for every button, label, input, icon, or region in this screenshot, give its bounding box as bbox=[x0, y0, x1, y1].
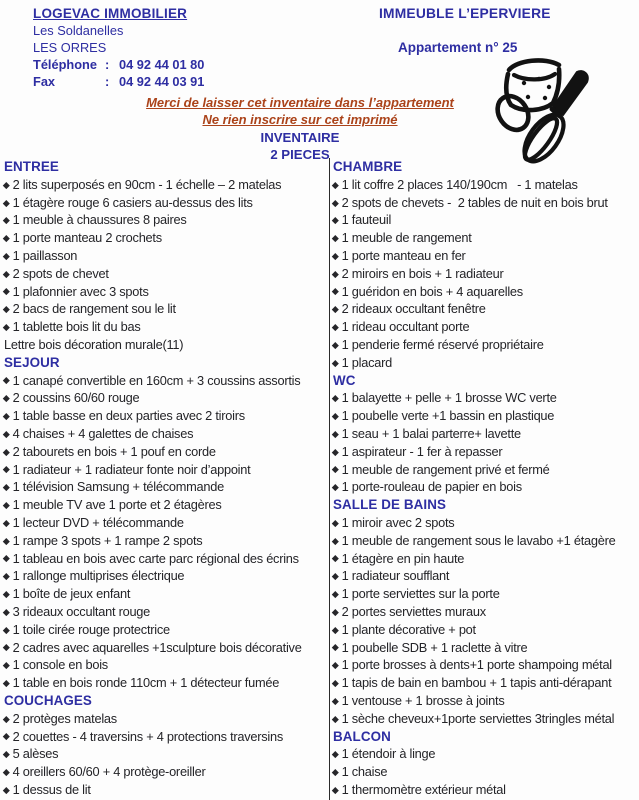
inventory-item bbox=[4, 478, 329, 496]
inventory-item bbox=[333, 300, 639, 318]
inventory-item bbox=[333, 443, 639, 461]
diamond-bullet-icon bbox=[3, 431, 9, 437]
diamond-bullet-icon bbox=[3, 769, 9, 775]
inventory-item bbox=[4, 656, 329, 674]
diamond-bullet-icon bbox=[332, 324, 338, 330]
agency-name: LOGEVAC IMMOBILIER bbox=[33, 6, 188, 21]
inventory-item-text: 2 tabourets en bois + 1 pouf en corde bbox=[12, 443, 216, 459]
inventory-item bbox=[333, 639, 639, 657]
inventory-item bbox=[333, 532, 639, 550]
inventory-item bbox=[333, 354, 639, 372]
diamond-bullet-icon bbox=[332, 431, 338, 437]
inventory-item bbox=[333, 585, 639, 603]
inventory-section bbox=[333, 158, 639, 372]
notice-line-1: Merci de laisser cet inventaire dans l’appartement bbox=[146, 95, 454, 110]
diamond-bullet-icon bbox=[332, 467, 338, 473]
phone-number: 04 92 44 01 80 bbox=[119, 57, 205, 72]
document-title: INVENTAIRE bbox=[260, 129, 340, 145]
diamond-bullet-icon bbox=[3, 235, 9, 241]
inventory-item bbox=[4, 585, 329, 603]
inventory-item-text: 1 table basse en deux parties avec 2 tiroirs bbox=[12, 408, 245, 424]
section-items bbox=[4, 710, 329, 799]
document-header-center bbox=[0, 94, 600, 163]
diamond-bullet-icon bbox=[3, 609, 9, 615]
inventory-item-text: 1 meuble de rangement sous le lavabo +1 étagère bbox=[341, 532, 616, 548]
inventory-item bbox=[333, 176, 639, 194]
diamond-bullet-icon bbox=[332, 555, 338, 561]
inventory-item bbox=[333, 194, 639, 212]
inventory-item-text: 1 étendoir à linge bbox=[341, 746, 436, 762]
inventory-item-text: 1 radiateur + 1 radiateur fonte noir d’appoint bbox=[12, 461, 251, 477]
diamond-bullet-icon bbox=[332, 573, 338, 579]
right-column bbox=[330, 158, 639, 800]
diamond-bullet-icon bbox=[3, 680, 9, 686]
diamond-bullet-icon bbox=[3, 395, 9, 401]
inventory-item-text: 1 meuble de rangement bbox=[341, 230, 472, 246]
fax-row bbox=[33, 73, 204, 90]
inventory-item bbox=[333, 229, 639, 247]
inventory-item-text: 1 meuble à chaussures 8 paires bbox=[12, 212, 187, 228]
inventory-item-text: 1 meuble TV ave 1 porte et 2 étagères bbox=[12, 497, 222, 513]
diamond-bullet-icon bbox=[332, 644, 338, 650]
diamond-bullet-icon bbox=[332, 235, 338, 241]
inventory-item bbox=[4, 300, 329, 318]
diamond-bullet-icon bbox=[332, 609, 338, 615]
inventory-item bbox=[4, 728, 329, 746]
diamond-bullet-icon bbox=[332, 716, 338, 722]
section-items bbox=[4, 176, 329, 354]
inventory-item-text: 1 aspirateur - 1 fer à repasser bbox=[341, 443, 503, 459]
inventory-item-text: 1 meuble de rangement privé et fermé bbox=[341, 461, 550, 477]
inventory-item bbox=[333, 514, 639, 532]
inventory-item-text: 1 thermomètre extérieur métal bbox=[341, 781, 506, 797]
inventory-item bbox=[4, 639, 329, 657]
fax-colon: : bbox=[105, 74, 110, 89]
inventory-item-text: 1 télévision Samsung + télécommande bbox=[12, 479, 225, 495]
inventory-item bbox=[4, 372, 329, 390]
inventory-item bbox=[333, 247, 639, 265]
diamond-bullet-icon bbox=[3, 751, 9, 757]
diamond-bullet-icon bbox=[332, 484, 338, 490]
diamond-bullet-icon bbox=[3, 644, 9, 650]
inventory-item bbox=[4, 336, 329, 354]
inventory-item-text: 1 porte manteau en fer bbox=[341, 247, 466, 263]
inventory-item bbox=[333, 745, 639, 763]
section-items bbox=[333, 389, 639, 496]
inventory-item-text: 1 paillasson bbox=[12, 247, 78, 263]
inventory-item-text: 1 tableau en bois avec carte parc régional des écrins bbox=[12, 550, 299, 566]
diamond-bullet-icon bbox=[332, 342, 338, 348]
inventory-item bbox=[4, 176, 329, 194]
inventory-item-text: 1 lit coffre 2 places 140/190cm - 1 matelas bbox=[341, 176, 578, 192]
fax-label: Fax bbox=[33, 74, 56, 89]
inventory-item bbox=[333, 389, 639, 407]
inventory-item-text: 1 radiateur soufflant bbox=[341, 568, 450, 584]
inventory-item-text: 2 spots de chevets - 2 tables de nuit en bois brut bbox=[341, 194, 608, 210]
diamond-bullet-icon bbox=[332, 360, 338, 366]
inventory-item bbox=[4, 283, 329, 301]
inventory-item-text: 1 porte-rouleau de papier en bois bbox=[341, 479, 522, 495]
fax-number: 04 92 44 03 91 bbox=[119, 74, 205, 89]
diamond-bullet-icon bbox=[3, 662, 9, 668]
inventory-item bbox=[333, 318, 639, 336]
diamond-bullet-icon bbox=[332, 751, 338, 757]
inventory-item bbox=[4, 211, 329, 229]
diamond-bullet-icon bbox=[332, 253, 338, 259]
inventory-item-text: 1 toile cirée rouge protectrice bbox=[12, 621, 170, 637]
agency-address-line1: Les Soldanelles bbox=[33, 23, 124, 38]
inventory-item-text: 1 porte brosses à dents+1 porte shampoing métal bbox=[341, 657, 612, 673]
diamond-bullet-icon bbox=[332, 698, 338, 704]
building-name: IMMEUBLE L’EPERVIERE bbox=[379, 6, 551, 21]
diamond-bullet-icon bbox=[332, 591, 338, 597]
section-title: ENTREE bbox=[4, 159, 59, 174]
diamond-bullet-icon bbox=[3, 591, 9, 597]
inventory-item-text: 1 balayette + pelle + 1 brosse WC verte bbox=[341, 390, 557, 406]
diamond-bullet-icon bbox=[332, 680, 338, 686]
inventory-item-text: 2 lits superposés en 90cm - 1 échelle – 2 matelas bbox=[12, 176, 282, 192]
inventory-item-text: 1 fauteuil bbox=[341, 212, 392, 228]
inventory-item bbox=[4, 550, 329, 568]
inventory-item bbox=[333, 710, 639, 728]
diamond-bullet-icon bbox=[3, 716, 9, 722]
inventory-item-text: 1 plafonnier avec 3 spots bbox=[12, 283, 149, 299]
diamond-bullet-icon bbox=[3, 733, 9, 739]
inventory-section bbox=[333, 496, 639, 727]
section-items bbox=[4, 372, 329, 692]
inventory-item bbox=[333, 781, 639, 799]
diamond-bullet-icon bbox=[3, 573, 9, 579]
inventory-item-text: 2 protèges matelas bbox=[12, 710, 117, 726]
inventory-item bbox=[333, 336, 639, 354]
diamond-bullet-icon bbox=[3, 413, 9, 419]
inventory-item bbox=[333, 692, 639, 710]
inventory-item-text: 1 chaise bbox=[341, 764, 388, 780]
diamond-bullet-icon bbox=[3, 502, 9, 508]
diamond-bullet-icon bbox=[332, 200, 338, 206]
diamond-bullet-icon bbox=[332, 289, 338, 295]
inventory-item-text: 3 rideaux occultant rouge bbox=[12, 603, 151, 619]
diamond-bullet-icon bbox=[332, 662, 338, 668]
apartment-number: Appartement n° 25 bbox=[398, 40, 518, 55]
inventory-item bbox=[333, 621, 639, 639]
inventory-item bbox=[333, 211, 639, 229]
inventory-item bbox=[4, 229, 329, 247]
diamond-bullet-icon bbox=[3, 253, 9, 259]
diamond-bullet-icon bbox=[3, 467, 9, 473]
inventory-item-text: 2 miroirs en bois + 1 radiateur bbox=[341, 265, 504, 281]
diamond-bullet-icon bbox=[332, 520, 338, 526]
inventory-item bbox=[333, 265, 639, 283]
inventory-item bbox=[333, 407, 639, 425]
section-title: SALLE DE BAINS bbox=[333, 497, 446, 513]
section-title: SEJOUR bbox=[4, 354, 60, 370]
inventory-item bbox=[4, 710, 329, 728]
inventory-item-text: Lettre bois décoration murale(11) bbox=[4, 336, 184, 352]
inventory-item-text: 2 portes serviettes muraux bbox=[341, 603, 486, 619]
diamond-bullet-icon bbox=[3, 200, 9, 206]
diamond-bullet-icon bbox=[332, 769, 338, 775]
inventory-item-text: 1 porte manteau 2 crochets bbox=[12, 230, 162, 246]
inventory-item-text: 1 canapé convertible en 160cm + 3 coussins assortis bbox=[12, 372, 301, 388]
inventory-item bbox=[4, 461, 329, 479]
diamond-bullet-icon bbox=[332, 413, 338, 419]
section-title: CHAMBRE bbox=[333, 159, 403, 174]
inventory-item bbox=[4, 407, 329, 425]
inventory-item bbox=[333, 425, 639, 443]
inventory-item-text: 1 étagère rouge 6 casiers au-dessus des lits bbox=[12, 194, 253, 210]
inventory-item-text: 1 lecteur DVD + télécommande bbox=[12, 514, 184, 530]
inventory-item bbox=[4, 745, 329, 763]
inventory-item-text: 1 sèche cheveux+1porte serviettes 3tringles métal bbox=[341, 710, 615, 726]
diamond-bullet-icon bbox=[3, 538, 9, 544]
inventory-item-text: 1 seau + 1 balai parterre+ lavette bbox=[341, 425, 521, 441]
notice-line-2: Ne rien inscrire sur cet imprimé bbox=[202, 112, 398, 128]
inventory-item-text: 1 table en bois ronde 110cm + 1 détecteur fumée bbox=[12, 675, 280, 691]
inventory-item-text: 1 poubelle verte +1 bassin en plastique bbox=[341, 408, 555, 424]
diamond-bullet-icon bbox=[3, 271, 9, 277]
phone-label: Téléphone bbox=[33, 57, 97, 72]
inventory-item bbox=[4, 318, 329, 336]
inventory-item bbox=[4, 532, 329, 550]
inventory-item-text: 1 tablette bois lit du bas bbox=[12, 319, 141, 335]
section-title: BALCON bbox=[333, 728, 391, 744]
phone-colon: : bbox=[105, 57, 110, 72]
inventory-item bbox=[4, 514, 329, 532]
diamond-bullet-icon bbox=[3, 217, 9, 223]
diamond-bullet-icon bbox=[3, 306, 9, 312]
inventory-item bbox=[4, 265, 329, 283]
diamond-bullet-icon bbox=[3, 555, 9, 561]
inventory-item bbox=[4, 621, 329, 639]
agency-block bbox=[33, 5, 204, 90]
inventory-item bbox=[4, 763, 329, 781]
phone-row bbox=[33, 56, 204, 73]
inventory-item-text: 1 rideau occultant porte bbox=[341, 319, 470, 335]
inventory-item-text: 1 console en bois bbox=[12, 657, 108, 673]
inventory-item-text: 1 penderie fermé réservé propriétaire bbox=[341, 336, 544, 352]
diamond-bullet-icon bbox=[332, 271, 338, 277]
inventory-item bbox=[4, 389, 329, 407]
section-items bbox=[333, 176, 639, 372]
diamond-bullet-icon bbox=[3, 787, 9, 793]
section-items bbox=[333, 745, 639, 798]
inventory-item-text: 1 rampe 3 spots + 1 rampe 2 spots bbox=[12, 532, 203, 548]
inventory-item bbox=[4, 247, 329, 265]
inventory-item-text: 1 poubelle SDB + 1 raclette à vitre bbox=[341, 639, 528, 655]
inventory-item-text: 1 boîte de jeux enfant bbox=[12, 586, 131, 602]
inventory-item-text: 1 ventouse + 1 brosse à joints bbox=[341, 692, 505, 708]
document-subtitle: 2 PIECES bbox=[270, 147, 330, 163]
inventory-item bbox=[4, 781, 329, 799]
inventory-item bbox=[333, 478, 639, 496]
agency-address-line2: LES ORRES bbox=[33, 40, 107, 55]
inventory-item-text: 2 bacs de rangement sou le lit bbox=[12, 301, 176, 317]
diamond-bullet-icon bbox=[3, 324, 9, 330]
diamond-bullet-icon bbox=[3, 520, 9, 526]
inventory-item-text: 2 coussins 60/60 rouge bbox=[12, 390, 140, 406]
section-items bbox=[333, 514, 639, 728]
diamond-bullet-icon bbox=[332, 538, 338, 544]
inventory-item-text: 2 couettes - 4 traversins + 4 protections traversins bbox=[12, 728, 284, 744]
inventory-item-text: 1 étagère en pin haute bbox=[341, 550, 465, 566]
section-title: WC bbox=[333, 372, 356, 388]
inventory-item-text: 1 porte serviettes sur la porte bbox=[341, 586, 500, 602]
inventory-item bbox=[333, 283, 639, 301]
inventory-item-text: 2 spots de chevet bbox=[12, 265, 109, 281]
inventory-item-text: 1 tapis de bain en bambou + 1 tapis anti-dérapant bbox=[341, 675, 612, 691]
diamond-bullet-icon bbox=[332, 787, 338, 793]
diamond-bullet-icon bbox=[3, 627, 9, 633]
inventory-item bbox=[4, 194, 329, 212]
inventory-item bbox=[4, 567, 329, 585]
inventory-item bbox=[333, 461, 639, 479]
diamond-bullet-icon bbox=[332, 306, 338, 312]
inventory-item-text: 5 alèses bbox=[12, 746, 59, 762]
inventory-item-text: 2 rideaux occultant fenêtre bbox=[341, 301, 486, 317]
inventory-columns bbox=[0, 158, 639, 800]
inventory-section bbox=[333, 728, 639, 799]
inventory-item bbox=[4, 443, 329, 461]
inventory-item bbox=[4, 674, 329, 692]
diamond-bullet-icon bbox=[332, 395, 338, 401]
inventory-item-text: 1 placard bbox=[341, 354, 392, 370]
inventory-item-text: 1 guéridon en bois + 4 aquarelles bbox=[341, 283, 523, 299]
inventory-item-text: 4 chaises + 4 galettes de chaises bbox=[12, 425, 194, 441]
inventory-item bbox=[333, 763, 639, 781]
inventory-item bbox=[333, 567, 639, 585]
diamond-bullet-icon bbox=[332, 217, 338, 223]
diamond-bullet-icon bbox=[332, 449, 338, 455]
inventory-item-text: 1 dessus de lit bbox=[12, 781, 91, 797]
diamond-bullet-icon bbox=[332, 627, 338, 633]
inventory-item-text: 4 oreillers 60/60 + 4 protège-oreiller bbox=[12, 764, 206, 780]
inventory-item-text: 1 rallonge multiprises électrique bbox=[12, 568, 185, 584]
inventory-item bbox=[4, 425, 329, 443]
diamond-bullet-icon bbox=[332, 182, 338, 188]
diamond-bullet-icon bbox=[3, 449, 9, 455]
section-title: COUCHAGES bbox=[4, 692, 92, 708]
diamond-bullet-icon bbox=[3, 378, 9, 384]
inventory-item-text: 1 miroir avec 2 spots bbox=[341, 514, 455, 530]
inventory-item bbox=[333, 656, 639, 674]
inventory-section bbox=[4, 158, 329, 354]
inventory-section bbox=[333, 372, 639, 497]
inventory-item bbox=[333, 550, 639, 568]
diamond-bullet-icon bbox=[3, 182, 9, 188]
left-column bbox=[0, 158, 330, 800]
diamond-bullet-icon bbox=[3, 484, 9, 490]
inventory-item-text: 1 plante décorative + pot bbox=[341, 621, 476, 637]
inventory-item bbox=[333, 603, 639, 621]
inventory-section bbox=[4, 692, 329, 799]
diamond-bullet-icon bbox=[3, 289, 9, 295]
inventory-item bbox=[333, 674, 639, 692]
inventory-item-text: 2 cadres avec aquarelles +1sculpture bois décorative bbox=[12, 639, 302, 655]
inventory-section bbox=[4, 354, 329, 692]
inventory-item bbox=[4, 603, 329, 621]
inventory-item bbox=[4, 496, 329, 514]
